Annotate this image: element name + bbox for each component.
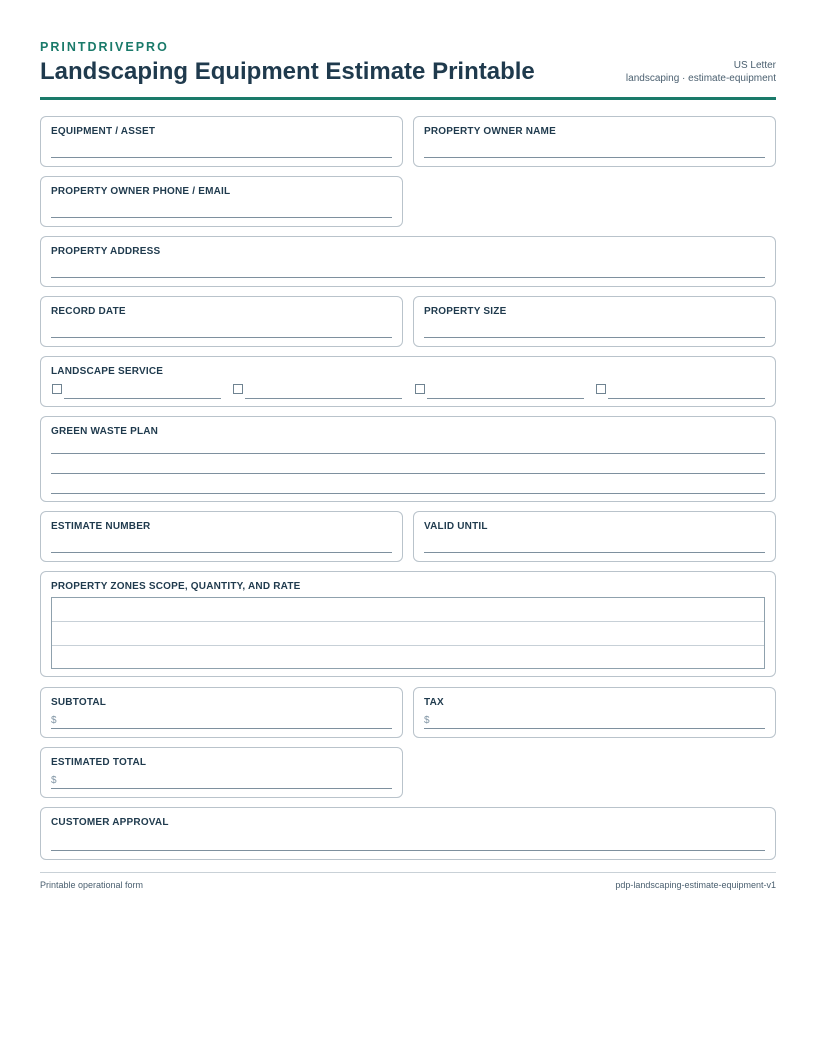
subtotal-field[interactable]	[40, 687, 403, 738]
footer-left: Printable operational form	[40, 880, 144, 890]
field-label: LANDSCAPE SERVICE	[51, 366, 164, 377]
field-label: EQUIPMENT / ASSET	[51, 126, 156, 137]
currency-symbol: $	[51, 775, 57, 786]
write-line	[424, 728, 765, 729]
write-line	[424, 157, 765, 158]
field-label: ESTIMATE NUMBER	[51, 521, 151, 532]
currency-symbol: $	[51, 715, 57, 726]
service-checkbox-2[interactable]	[233, 384, 243, 394]
paper-size: US Letter	[733, 60, 776, 71]
field-label: PROPERTY OWNER NAME	[424, 126, 556, 137]
field-label: GREEN WASTE PLAN	[51, 426, 159, 437]
write-line	[51, 788, 392, 789]
write-line	[51, 552, 392, 553]
write-line	[51, 453, 765, 454]
record-date-field[interactable]	[40, 296, 403, 347]
green-waste-field[interactable]	[40, 416, 776, 502]
customer-approval-field[interactable]	[40, 807, 776, 860]
write-line	[51, 277, 765, 278]
form-meta	[626, 59, 776, 85]
service-checkbox-1[interactable]	[52, 384, 62, 394]
field-label: VALID UNTIL	[424, 521, 488, 532]
zones-field	[40, 571, 776, 677]
field-label: PROPERTY SIZE	[424, 306, 507, 317]
write-line	[51, 157, 392, 158]
zones-table[interactable]	[51, 597, 765, 669]
footer-right: pdp-landscaping-estimate-equipment-v1	[615, 880, 776, 890]
table-row-divider	[52, 621, 764, 622]
table-row-divider	[52, 645, 764, 646]
field-label: SUBTOTAL	[51, 697, 107, 708]
estimated-total-field[interactable]	[40, 747, 403, 798]
address-field[interactable]	[40, 236, 776, 287]
field-label: PROPERTY OWNER PHONE / EMAIL	[51, 186, 231, 197]
field-label: ESTIMATED TOTAL	[51, 757, 147, 768]
service-checkbox-3[interactable]	[415, 384, 425, 394]
property-size-field[interactable]	[413, 296, 776, 347]
owner-contact-field[interactable]	[40, 176, 403, 227]
owner-name-field[interactable]	[413, 116, 776, 167]
write-line	[51, 493, 765, 494]
valid-until-field[interactable]	[413, 511, 776, 562]
field-label: CUSTOMER APPROVAL	[51, 817, 169, 828]
landscape-service-field	[40, 356, 776, 407]
write-line	[245, 398, 402, 399]
currency-symbol: $	[424, 715, 430, 726]
signature-line	[51, 850, 765, 851]
write-line	[51, 728, 392, 729]
write-line	[51, 337, 392, 338]
header-rule	[40, 97, 776, 100]
field-label: RECORD DATE	[51, 306, 126, 317]
equipment-field[interactable]	[40, 116, 403, 167]
field-label: TAX	[424, 697, 444, 708]
estimate-number-field[interactable]	[40, 511, 403, 562]
write-line	[424, 337, 765, 338]
write-line	[608, 398, 765, 399]
footer-rule	[40, 872, 776, 873]
write-line	[424, 552, 765, 553]
page-title: Landscaping Equipment Estimate Printable	[40, 58, 535, 85]
form-tags: landscaping · estimate-equipment	[625, 73, 776, 84]
service-checkbox-4[interactable]	[596, 384, 606, 394]
write-line	[51, 217, 392, 218]
tax-field[interactable]	[413, 687, 776, 738]
write-line	[427, 398, 584, 399]
field-label: PROPERTY ADDRESS	[51, 246, 161, 257]
write-line	[64, 398, 221, 399]
brand-name: PRINTDRIVEPRO	[40, 40, 169, 54]
write-line	[51, 473, 765, 474]
field-label: PROPERTY ZONES SCOPE, QUANTITY, AND RATE	[51, 581, 301, 592]
